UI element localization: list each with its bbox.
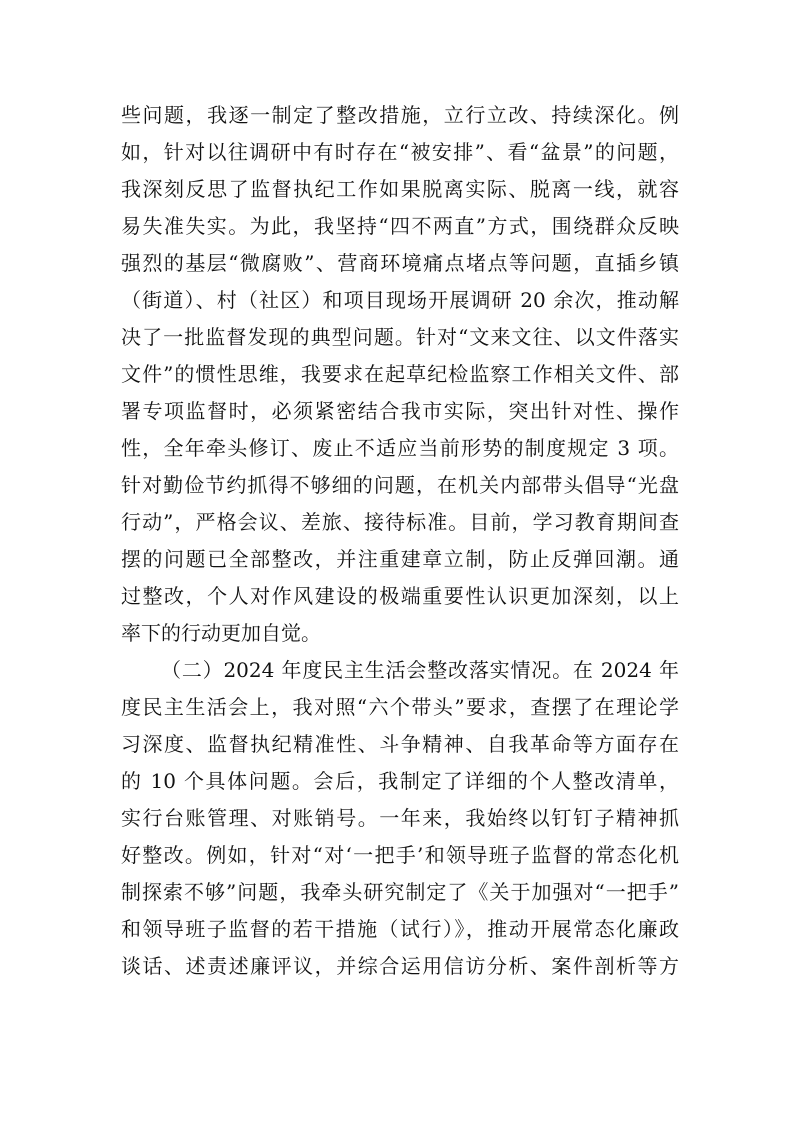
paragraph-1-line: 决了一批监督发现的典型问题。针对“文来文往、以文件落实 bbox=[121, 325, 679, 349]
paragraph-1-line: 我深刻反思了监督执纪工作如果脱离实际、脱离一线，就容 bbox=[121, 177, 679, 201]
paragraph-1-line: 易失准失实。为此，我坚持“四不两直”方式，围绕群众反映 bbox=[121, 214, 679, 238]
paragraph-1-line: 针对勤俭节约抓得不够细的问题，在机关内部带头倡导“光盘 bbox=[121, 473, 679, 497]
paragraph-1-line: 强烈的基层“微腐败”、营商环境痛点堵点等问题，直插乡镇 bbox=[121, 251, 679, 275]
paragraph-1-line: 行动”，严格会议、差旅、接待标准。目前，学习教育期间查 bbox=[121, 510, 679, 534]
paragraph-1-line: 摆的问题已全部整改，并注重建章立制，防止反弹回潮。通 bbox=[121, 547, 679, 571]
paragraph-2-line: 好整改。例如，针对“对‘一把手’和领导班子监督的常态化机 bbox=[121, 843, 679, 867]
paragraph-1-line: 些问题，我逐一制定了整改措施，立行立改、持续深化。例 bbox=[121, 103, 679, 127]
paragraph-1-line: 过整改，个人对作风建设的极端重要性认识更加深刻，以上 bbox=[121, 584, 679, 608]
paragraph-2-line: 谈话、述责述廉评议，并综合运用信访分析、案件剖析等方 bbox=[121, 954, 679, 978]
paragraph-1-line: 性，全年牵头修订、废止不适应当前形势的制度规定 3 项。 bbox=[121, 436, 679, 460]
paragraph-1-line: 率下的行动更加自觉。 bbox=[121, 621, 321, 645]
paragraph-1-line: 文件”的惯性思维，我要求在起草纪检监察工作相关文件、部 bbox=[121, 362, 679, 386]
paragraph-2-line: 的 10 个具体问题。会后，我制定了详细的个人整改清单， bbox=[121, 769, 679, 793]
paragraph-2-line: 实行台账管理、对账销号。一年来，我始终以钉钉子精神抓 bbox=[121, 806, 679, 830]
paragraph-1-line: 如，针对以往调研中有时存在“被安排”、看“盆景”的问题， bbox=[121, 140, 679, 164]
paragraph-2-line: 制探索不够”问题，我牵头研究制定了《关于加强对“一把手” bbox=[121, 880, 679, 904]
paragraph-2-line: 度民主生活会上，我对照“六个带头”要求，查摆了在理论学 bbox=[121, 695, 679, 719]
paragraph-1-line: （街道）、村（社区）和项目现场开展调研 20 余次，推动解 bbox=[121, 288, 679, 312]
paragraph-2-line: 习深度、监督执纪精准性、斗争精神、自我革命等方面存在 bbox=[121, 732, 679, 756]
paragraph-2-line: 和领导班子监督的若干措施（试行）》，推动开展常态化廉政 bbox=[121, 917, 679, 941]
paragraph-2-line: （二）2024 年度民主生活会整改落实情况。在 2024 年 bbox=[161, 658, 679, 682]
paragraph-1-line: 署专项监督时，必须紧密结合我市实际，突出针对性、操作 bbox=[121, 399, 679, 423]
